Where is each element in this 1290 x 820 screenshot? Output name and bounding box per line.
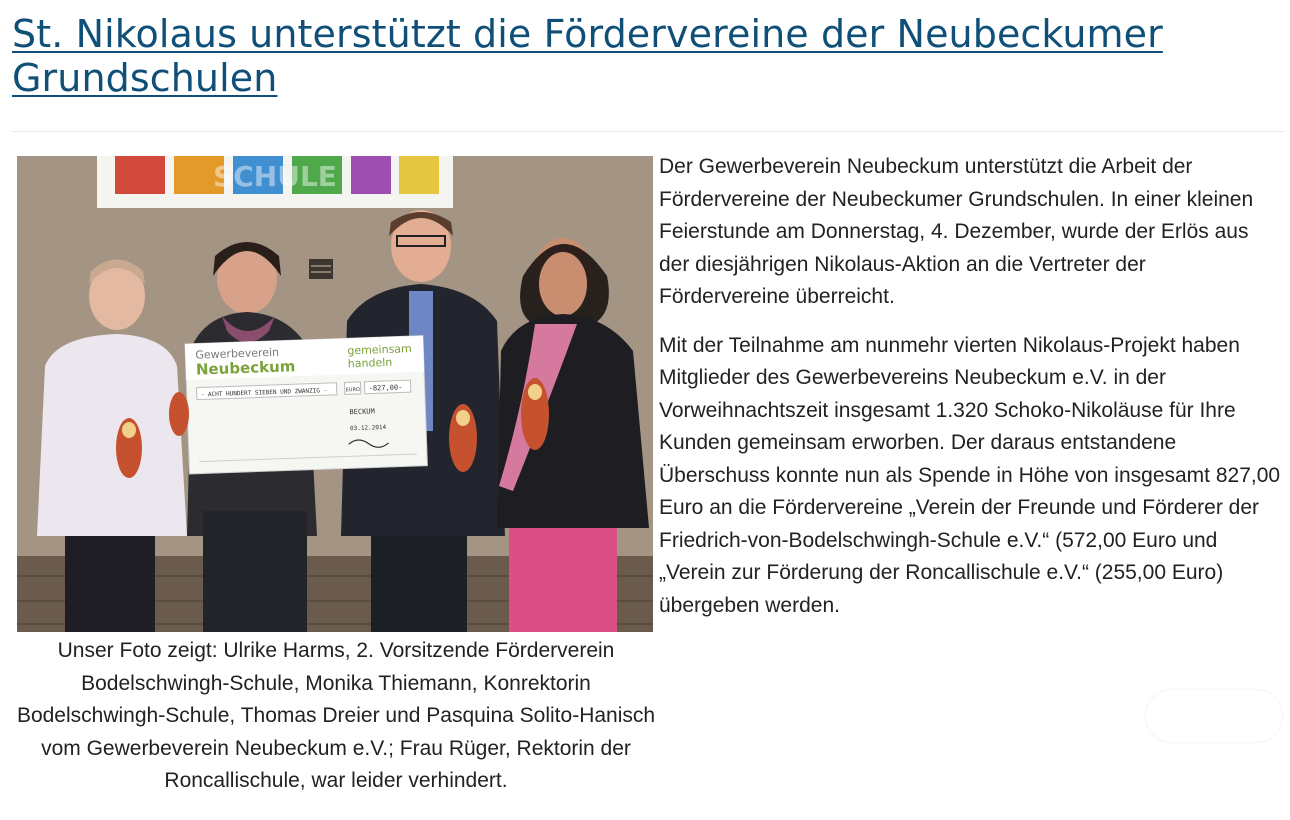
article-paragraph-1: Der Gewerbeverein Neubeckum unterstützt die Arbeit der Fördervereine der Neubeckumer Grundschulen. In einer kleinen Feierstunde am Donnerstag, 4. Dezember, wurde der Erlös aus der diesjährigen Nikolaus-Aktion an die Vertreter der Fördervereine überreicht.: [659, 155, 1254, 308]
cheque-slogan-line2: handeln: [347, 355, 393, 371]
cheque-currency: EURO: [345, 386, 361, 394]
cheque-org-line2: Neubeckum: [195, 357, 296, 379]
floating-pill-button[interactable]: [1146, 690, 1282, 742]
title-divider: [12, 131, 1284, 132]
cheque-amount: -827,00-: [368, 383, 403, 393]
school-sign-letters: [115, 156, 439, 194]
cheque-org-line1: Gewerbeverein: [195, 345, 280, 362]
article-photo: [17, 156, 653, 632]
cheque-amount-words: - ACHT HUNDERT SIEBEN UND ZWANZIG -: [200, 387, 328, 399]
school-sign-text: SCHULE: [213, 160, 337, 193]
cheque-date: 03.12.2014: [349, 424, 387, 433]
cheque-place: BECKUM: [349, 407, 375, 417]
article-title-link[interactable]: St. Nikolaus unterstützt die Fördervereine der Neubeckumer Grundschulen: [12, 12, 1163, 100]
cheque: [185, 336, 427, 474]
article-paragraph-2: Mit der Teilnahme am nunmehr vierten Nikolaus-Projekt haben Mitglieder des Gewerbevereins Neubeckum e.V. in der Vorweihnachtszeit insgesamt 1.320 Schoko-Nikoläuse für Ihre Kunden gemeinsam erworben. Der daraus entstandene Überschuss konnte nun als Spende in Höhe von insgesamt 827,00 Euro an die Fördervereine „Verein der Freunde und Förderer der Friedrich-von-Bodelschwingh-Schule e.V.“ (572,00 Euro und „Verein zur Förderung der Roncallischule e.V.“ (255,00 Euro) übergeben werden.: [659, 333, 1281, 617]
cheque-slogan-line1: gemeinsam: [347, 342, 412, 358]
photo-caption: Unser Foto zeigt: Ulrike Harms, 2. Vorsitzende Förderverein Bodelschwingh-Schule, Monika Thiemann, Konrektorin Bodelschwingh-Schule, Thomas Dreier und Pasquina Solito-Hanisch vom Gewerbeverein Neubeckum e.V.; Frau Rüger, Rektorin der Roncallischule, war leider verhindert.: [16, 639, 656, 792]
article-body: [659, 151, 1281, 638]
